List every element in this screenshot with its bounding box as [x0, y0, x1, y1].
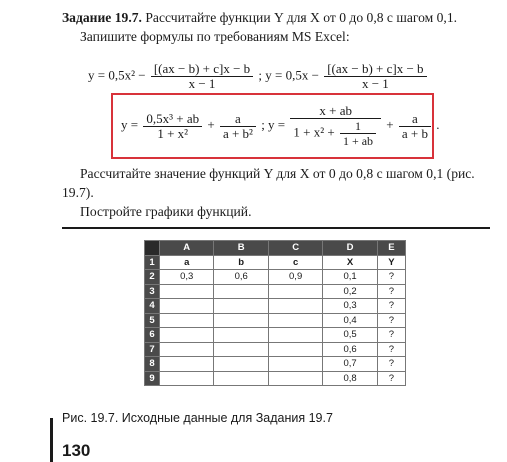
formula-4-inner-numerator: 1 [340, 119, 376, 134]
table-row [145, 299, 406, 314]
task-line2: Запишите формулы по требованиям MS Excel: [80, 29, 350, 44]
formula-3-plus: + [207, 116, 215, 132]
formula-3b-numerator: a [220, 112, 256, 127]
formula-line-2 [121, 104, 440, 148]
row-header-7[interactable]: 7 [145, 342, 160, 357]
column-header-a[interactable]: A [160, 241, 214, 256]
cell-b2[interactable]: 0,6 [214, 270, 268, 285]
cell-e9[interactable]: ? [377, 371, 405, 386]
row-header-3[interactable]: 3 [145, 284, 160, 299]
formula-3-fraction [143, 112, 202, 141]
page-edge-bar [50, 418, 53, 462]
cell-c2[interactable]: 0,9 [268, 270, 322, 285]
task-heading: Задание 19.7. [62, 10, 142, 25]
cell-d9[interactable]: 0,8 [323, 371, 377, 386]
formula-end: . [436, 116, 440, 132]
formula-4-numerator: x + ab [290, 104, 381, 119]
table-row [145, 313, 406, 328]
cell-b6[interactable] [214, 328, 268, 343]
cell-a8[interactable] [160, 357, 214, 372]
formula-1-numerator: [(ax − b) + c]x − b [151, 62, 253, 77]
task-line1: Рассчитайте функции Y для X от 0 до 0,8 с шагом 0,1. [145, 10, 458, 25]
select-all-corner[interactable] [145, 241, 160, 256]
formula-3b-denominator: a + b² [222, 125, 253, 141]
cell-c7[interactable] [268, 342, 322, 357]
cell-e2[interactable]: ? [377, 270, 405, 285]
formula-line-1 [88, 62, 429, 91]
formula-3-numerator: 0,5x³ + ab [143, 112, 202, 127]
cell-a9[interactable] [160, 371, 214, 386]
table-row [145, 284, 406, 299]
table-row [145, 342, 406, 357]
formula-4-den-a: 1 + x² + [293, 124, 335, 140]
cell-e8[interactable]: ? [377, 357, 405, 372]
formula-1-fraction [151, 62, 253, 91]
cell-d8[interactable]: 0,7 [323, 357, 377, 372]
cell-b9[interactable] [214, 371, 268, 386]
cell-e3[interactable]: ? [377, 284, 405, 299]
table-row [145, 328, 406, 343]
row-header-4[interactable]: 4 [145, 299, 160, 314]
cell-d3[interactable]: 0,2 [323, 284, 377, 299]
formula-4-denominator [290, 119, 381, 148]
cell-a2[interactable]: 0,3 [160, 270, 214, 285]
formula-4b-numerator: a [399, 112, 431, 127]
cell-b4[interactable] [214, 299, 268, 314]
column-header-c[interactable]: C [268, 241, 322, 256]
cell-d5[interactable]: 0,4 [323, 313, 377, 328]
row-header-6[interactable]: 6 [145, 328, 160, 343]
formula-3-denominator: 1 + x² [157, 125, 189, 141]
table-row [145, 357, 406, 372]
row-header-8[interactable]: 8 [145, 357, 160, 372]
column-header-row [145, 241, 406, 256]
table-row [145, 371, 406, 386]
instruction-line2: Постройте графики функций. [80, 204, 252, 219]
cell-e4[interactable]: ? [377, 299, 405, 314]
formula-4b-denominator: a + b [401, 125, 428, 141]
column-header-d[interactable]: D [323, 241, 377, 256]
cell-d2[interactable]: 0,1 [323, 270, 377, 285]
formula-1-prefix: y = 0,5x² − [88, 67, 146, 83]
figure-caption: Рис. 19.7. Исходные данные для Задания 19.7 [62, 411, 333, 425]
row-header-9[interactable]: 9 [145, 371, 160, 386]
cell-d1[interactable]: X [323, 255, 377, 270]
cell-e1[interactable]: Y [377, 255, 405, 270]
cell-c9[interactable] [268, 371, 322, 386]
instruction-line1: Рассчитайте значение функций Y для X от 0 до 0,8 с шагом 0,1 (рис. 19.7). [62, 166, 475, 200]
cell-c1[interactable]: c [268, 255, 322, 270]
task-block [62, 8, 492, 46]
cell-d6[interactable]: 0,5 [323, 328, 377, 343]
cell-a1[interactable]: a [160, 255, 214, 270]
cell-a4[interactable] [160, 299, 214, 314]
page-number: 130 [62, 441, 91, 460]
formula-4-inner-fraction [340, 119, 376, 148]
cell-c8[interactable] [268, 357, 322, 372]
cell-e5[interactable]: ? [377, 313, 405, 328]
instructions [62, 164, 492, 221]
cell-b8[interactable] [214, 357, 268, 372]
formula-4-fraction [290, 104, 381, 148]
table-row [145, 255, 406, 270]
formula-2-denominator: x − 1 [361, 76, 389, 91]
row-header-2[interactable]: 2 [145, 270, 160, 285]
cell-a5[interactable] [160, 313, 214, 328]
column-header-b[interactable]: B [214, 241, 268, 256]
cell-e7[interactable]: ? [377, 342, 405, 357]
formula-3b-fraction [220, 112, 256, 141]
spreadsheet [144, 240, 406, 386]
cell-d4[interactable]: 0,3 [323, 299, 377, 314]
cell-e6[interactable]: ? [377, 328, 405, 343]
cell-c6[interactable] [268, 328, 322, 343]
cell-a3[interactable] [160, 284, 214, 299]
cell-b7[interactable] [214, 342, 268, 357]
formula-4-plus: + [386, 116, 394, 132]
column-header-e[interactable]: E [377, 241, 405, 256]
row-header-5[interactable]: 5 [145, 313, 160, 328]
formula-2-fraction [324, 62, 426, 91]
cell-b5[interactable] [214, 313, 268, 328]
formula-4-inner-denominator: 1 + ab [342, 134, 374, 148]
cell-c3[interactable] [268, 284, 322, 299]
formula-4-prefix: ; y = [261, 116, 286, 132]
formula-2-prefix: ; y = 0,5x − [258, 67, 319, 83]
cell-a7[interactable] [160, 342, 214, 357]
cell-b1[interactable]: b [214, 255, 268, 270]
divider-rule [62, 227, 490, 229]
table-row [145, 270, 406, 285]
formula-1-denominator: x − 1 [188, 76, 216, 91]
task-intro [62, 8, 492, 27]
row-header-1[interactable]: 1 [145, 255, 160, 270]
formula-3-prefix: y = [121, 116, 139, 132]
cell-a6[interactable] [160, 328, 214, 343]
formula-4b-fraction [399, 112, 431, 141]
formula-2-numerator: [(ax − b) + c]x − b [324, 62, 426, 77]
cell-b3[interactable] [214, 284, 268, 299]
cell-d7[interactable]: 0,6 [323, 342, 377, 357]
cell-c5[interactable] [268, 313, 322, 328]
cell-c4[interactable] [268, 299, 322, 314]
